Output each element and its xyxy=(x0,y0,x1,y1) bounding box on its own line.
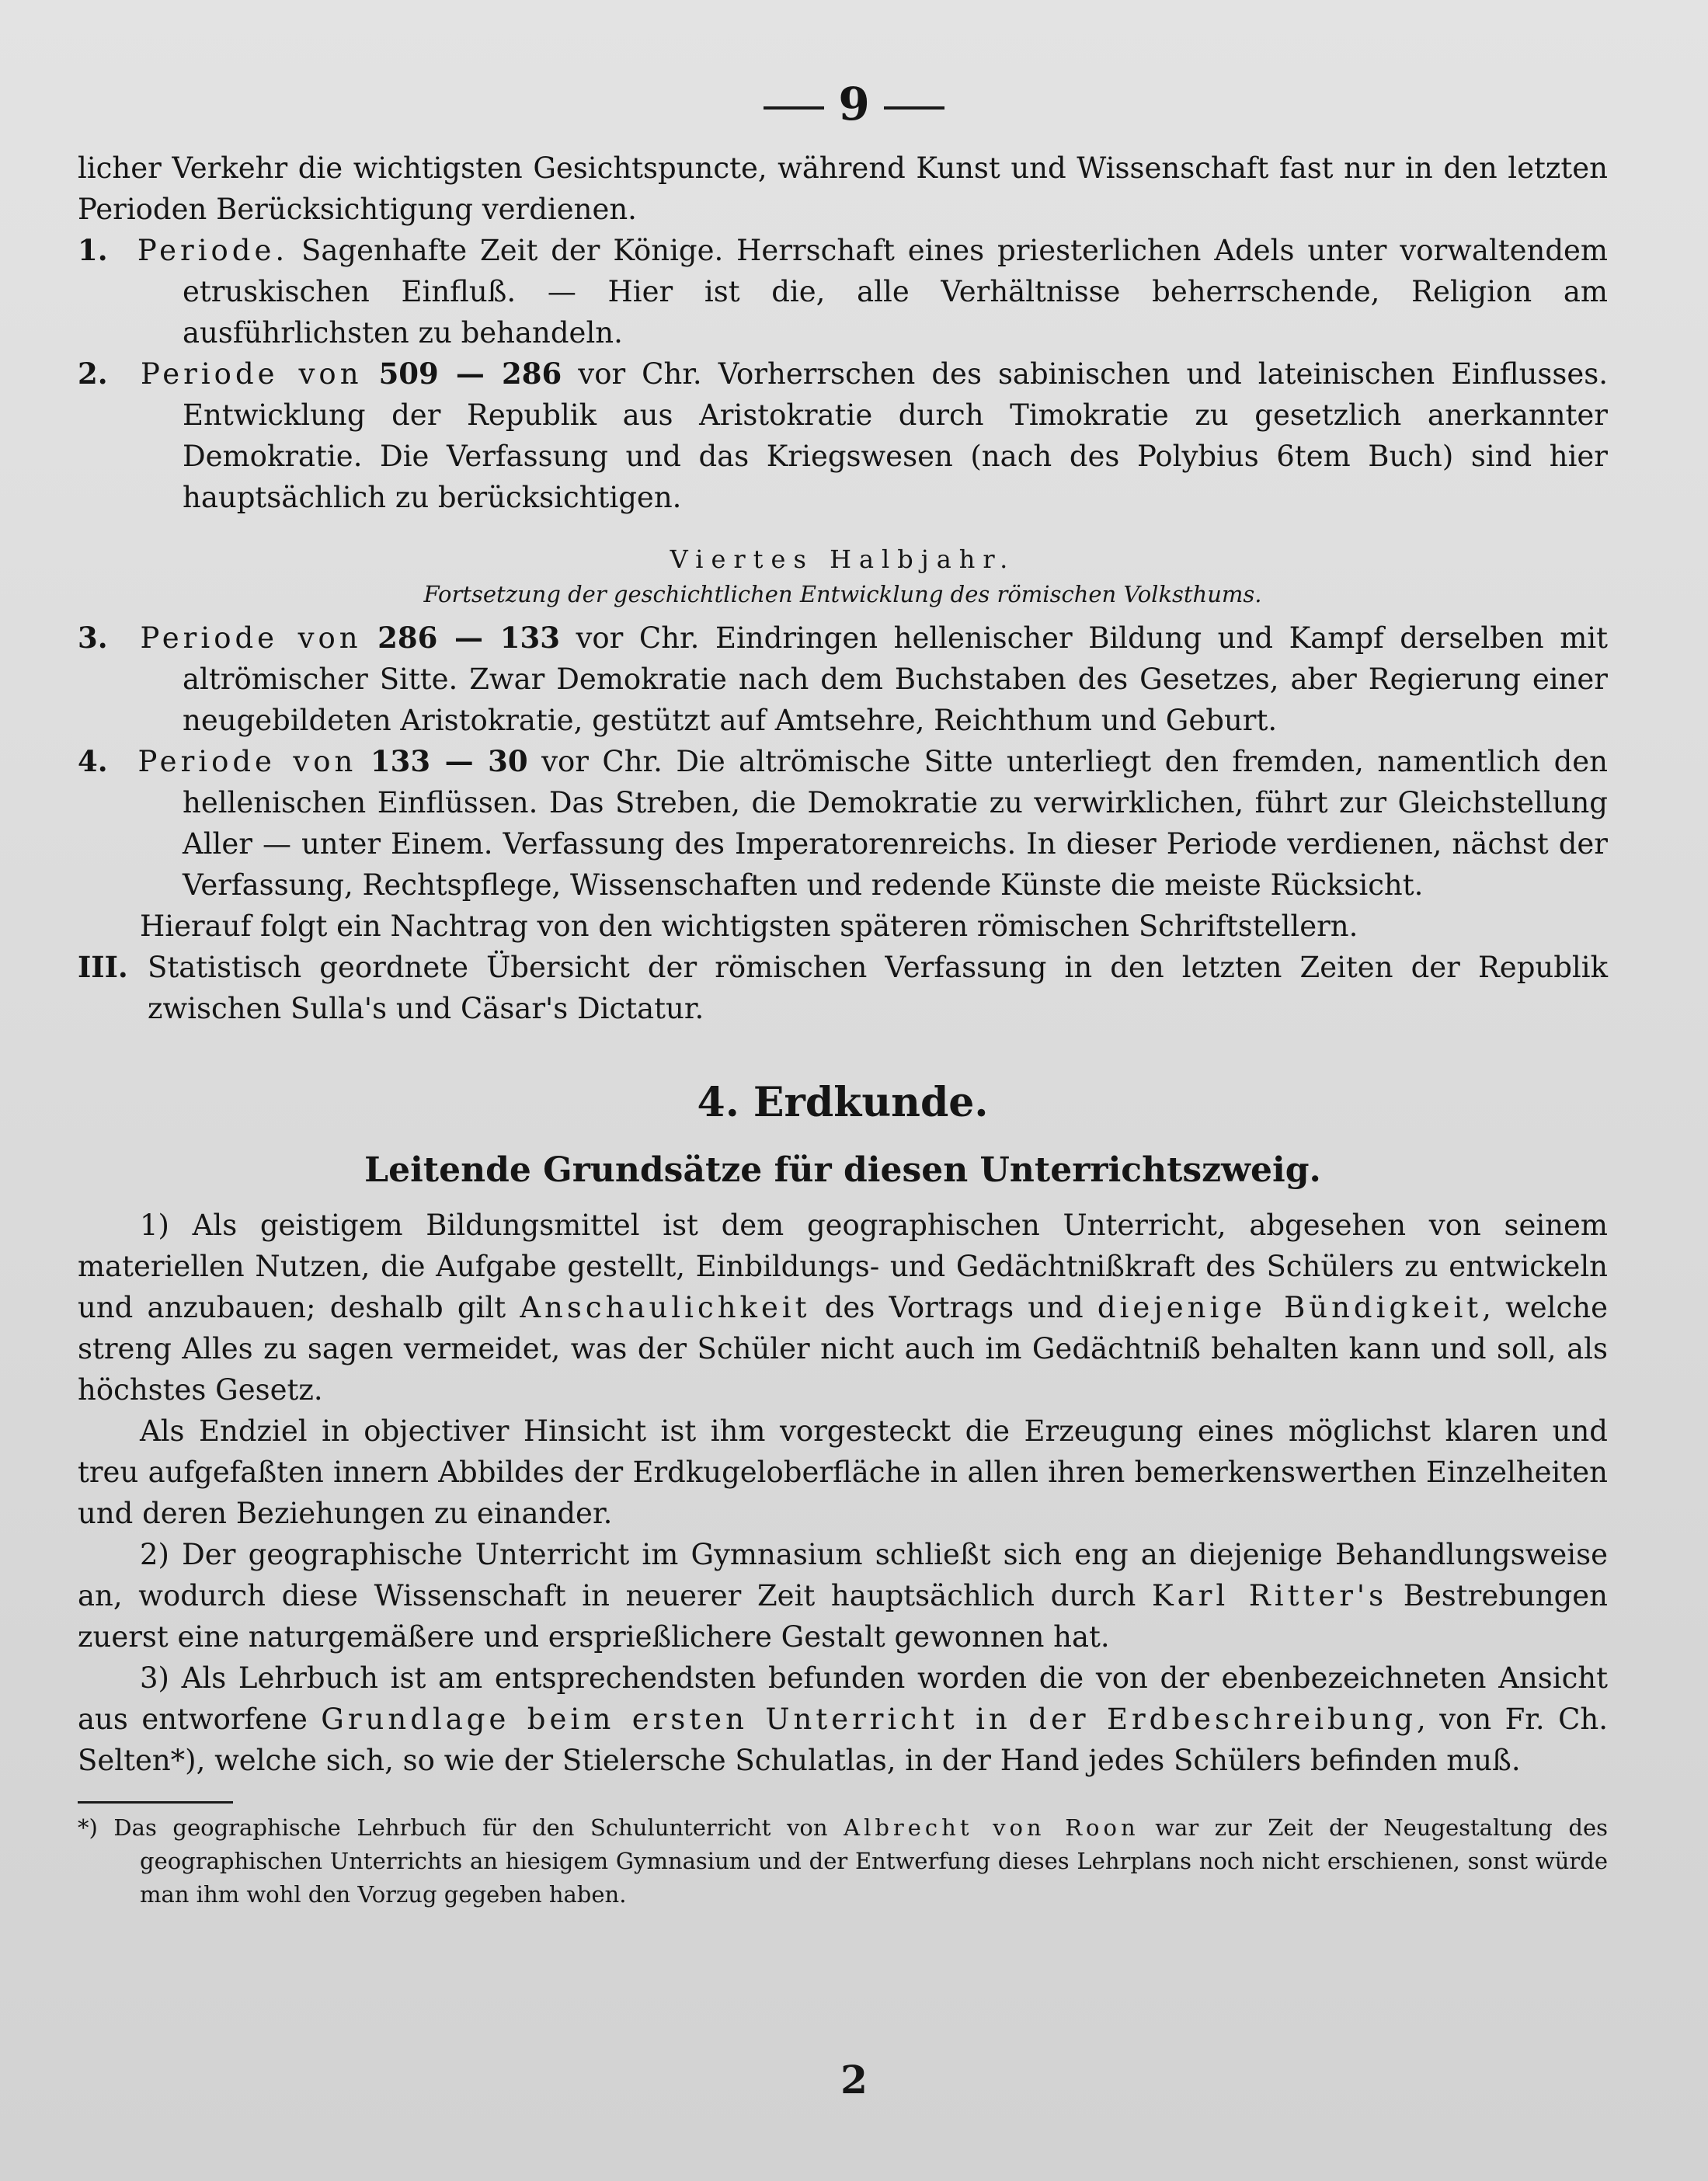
section-iii-number: III. xyxy=(78,950,128,984)
period-2-text: vor Chr. Vorherrschen des sabinischen und lateinischen Einflusses. Entwicklung der Republik aus Aristokratie durch Timokratie zu gesetzlich anerkannter Demokratie. Die Verfassung und das Kriegswesen (nach des Polybius 6tem Buch) sind hier hauptsächlich zu berücksichtigen. xyxy=(183,357,1609,514)
period-1-paragraph xyxy=(78,230,1608,353)
geography-paragraph-3 xyxy=(78,1657,1608,1781)
geography-text: 1) Als geistigem Bildungsmittel ist dem geographischen Unterricht, abgesehen von seinem materiellen Nutzen, die Aufgabe gestellt, Einbildungs- und Gedächtnißkraft des Schülers zu entwickeln und anzubauen; deshalb gilt xyxy=(78,1209,1608,1324)
footnote-divider xyxy=(78,1801,233,1804)
section-iii-text: Statistisch geordnete Übersicht der römischen Verfassung in den letzten Zeiten der Republik zwischen Sulla's und Cäsar's Dictatur. xyxy=(148,951,1608,1025)
page-number-dash-left xyxy=(764,106,824,110)
period-3-text: vor Chr. Eindringen hellenischer Bildung und Kampf derselben mit altrömischer Sitte. Zwar Demokratie nach dem Buchstaben des Gesetzes, aber Regierung einer neugebildeten Aristokratie, gestützt auf Amtsehre, Reichthum und Geburt. xyxy=(183,621,1608,737)
period-4-paragraph xyxy=(78,741,1608,906)
footnote-emphasis: Albrecht von Roon xyxy=(844,1814,1139,1841)
geography-paragraph-endziel: Als Endziel in objectiver Hinsicht ist ihm vorgesteckt die Erzeugung eines möglichst klaren und treu aufgefaßten innern Abbildes der Erdkugeloberfläche in allen ihren bemerkenswerthen Einzelheiten und deren Beziehungen zu einander. xyxy=(78,1414,1608,1530)
geography-paragraph-1 xyxy=(78,1205,1608,1411)
period-2-number: 2. xyxy=(78,357,108,391)
period-1-text: Sagenhafte Zeit der Könige. Herrschaft eines priesterlichen Adels unter vorwaltendem etruskischen Einfluß. — Hier ist die, alle Verhältnisse beherrschende, Religion am ausführlichsten zu behandeln. xyxy=(183,234,1609,350)
emphasis-text: Grundlage beim ersten Unterricht in der Erdbeschreibung xyxy=(321,1703,1417,1736)
footnote-mark: *) xyxy=(78,1814,98,1841)
period-3-label: Periode von xyxy=(140,621,362,655)
geography-text: , welche streng Alles zu sagen vermeidet, was der Schüler nicht auch im Gedächtniß behalten kann und soll, als höchstes Gesetz. xyxy=(78,1291,1608,1407)
page-number xyxy=(0,78,1708,130)
footnote xyxy=(78,1811,1608,1911)
footnote-text: war zur Zeit der Neugestaltung des geographischen Unterrichts an hiesigem Gymnasium und der Entwerfung dieses Lehrplans noch nicht erschienen, sonst würde man ihm wohl den Vorzug gegeben haben. xyxy=(140,1814,1608,1908)
period-1-label: Periode. xyxy=(137,234,289,267)
period-4-label: Periode von xyxy=(137,745,357,778)
period-3-paragraph xyxy=(78,617,1608,741)
geography-text: 3) Als Lehrbuch ist am entsprechendsten befunden worden die von der ebenbezeichneten Ansicht aus entworfene xyxy=(78,1661,1608,1736)
geography-text: des Vortrags und xyxy=(810,1291,1098,1324)
period-3-span: 286 — 133 xyxy=(377,621,560,655)
footnote-text: Das geographische Lehrbuch für den Schulunterricht von xyxy=(113,1814,844,1841)
geography-text: , von Fr. Ch. Selten*), welche sich, so wie der Stielersche Schulatlas, in der Hand jedes Schülers befinden muß. xyxy=(78,1703,1608,1777)
period-2-span: 509 — 286 xyxy=(378,357,562,391)
period-4-span: 133 — 30 xyxy=(370,744,528,778)
geography-text: 2) Der geographische Unterricht im Gymnasium schließt sich eng an diejenige Behandlungsweise an, wodurch diese Wissenschaft in neuerer Zeit hauptsächlich durch xyxy=(78,1538,1608,1612)
subsection-title: Leitende Grundsätze für diesen Unterrichtszweig. xyxy=(364,1150,1321,1190)
emphasis-text: Karl Ritter's xyxy=(1152,1579,1388,1612)
page-content xyxy=(78,148,1608,1911)
geography-text: Bestrebungen zuerst eine naturgemäßere und ersprießlichere Gestalt gewonnen hat. xyxy=(78,1579,1609,1654)
emphasis-text: Anschaulichkeit xyxy=(520,1291,811,1324)
period-3-number: 3. xyxy=(78,621,108,655)
page-number-dash-right xyxy=(884,106,944,110)
page-number-text: 9 xyxy=(838,78,870,130)
period-2-paragraph xyxy=(78,353,1608,518)
signature-mark: 2 xyxy=(840,2057,868,2103)
nachtrag-paragraph: Hierauf folgt ein Nachtrag von den wichtigsten späteren römischen Schriftstellern. xyxy=(140,910,1358,943)
period-4-text: vor Chr. Die altrömische Sitte unterliegt den fremden, namentlich den hellenischen Einflüssen. Das Streben, die Demokratie zu verwirklichen, führt zur Gleichstellung Aller — unter Einem. Verfassung des Imperatorenreichs. In dieser Periode verdienen, nächst der Verfassung, Rechtspflege, Wissenschaften und redende Künste die meiste Rücksicht. xyxy=(183,745,1608,902)
half-year-heading: Viertes Halbjahr. xyxy=(670,544,1016,574)
section-title: 4. Erdkunde. xyxy=(697,1079,989,1126)
period-1-number: 1. xyxy=(78,233,108,267)
section-iii-paragraph xyxy=(78,947,1608,1029)
period-4-number: 4. xyxy=(78,744,108,778)
geography-paragraph-2 xyxy=(78,1534,1608,1657)
half-year-subheading: Fortsetzung der geschichtlichen Entwicklung des römischen Volksthums. xyxy=(423,581,1262,607)
emphasis-text: diejenige Bündigkeit xyxy=(1097,1291,1483,1324)
period-2-label: Periode von xyxy=(141,357,363,391)
continuation-paragraph: licher Verkehr die wichtigsten Gesichtspuncte, während Kunst und Wissenschaft fast nur in den letzten Perioden Berücksichtigung verdienen. xyxy=(78,151,1608,226)
